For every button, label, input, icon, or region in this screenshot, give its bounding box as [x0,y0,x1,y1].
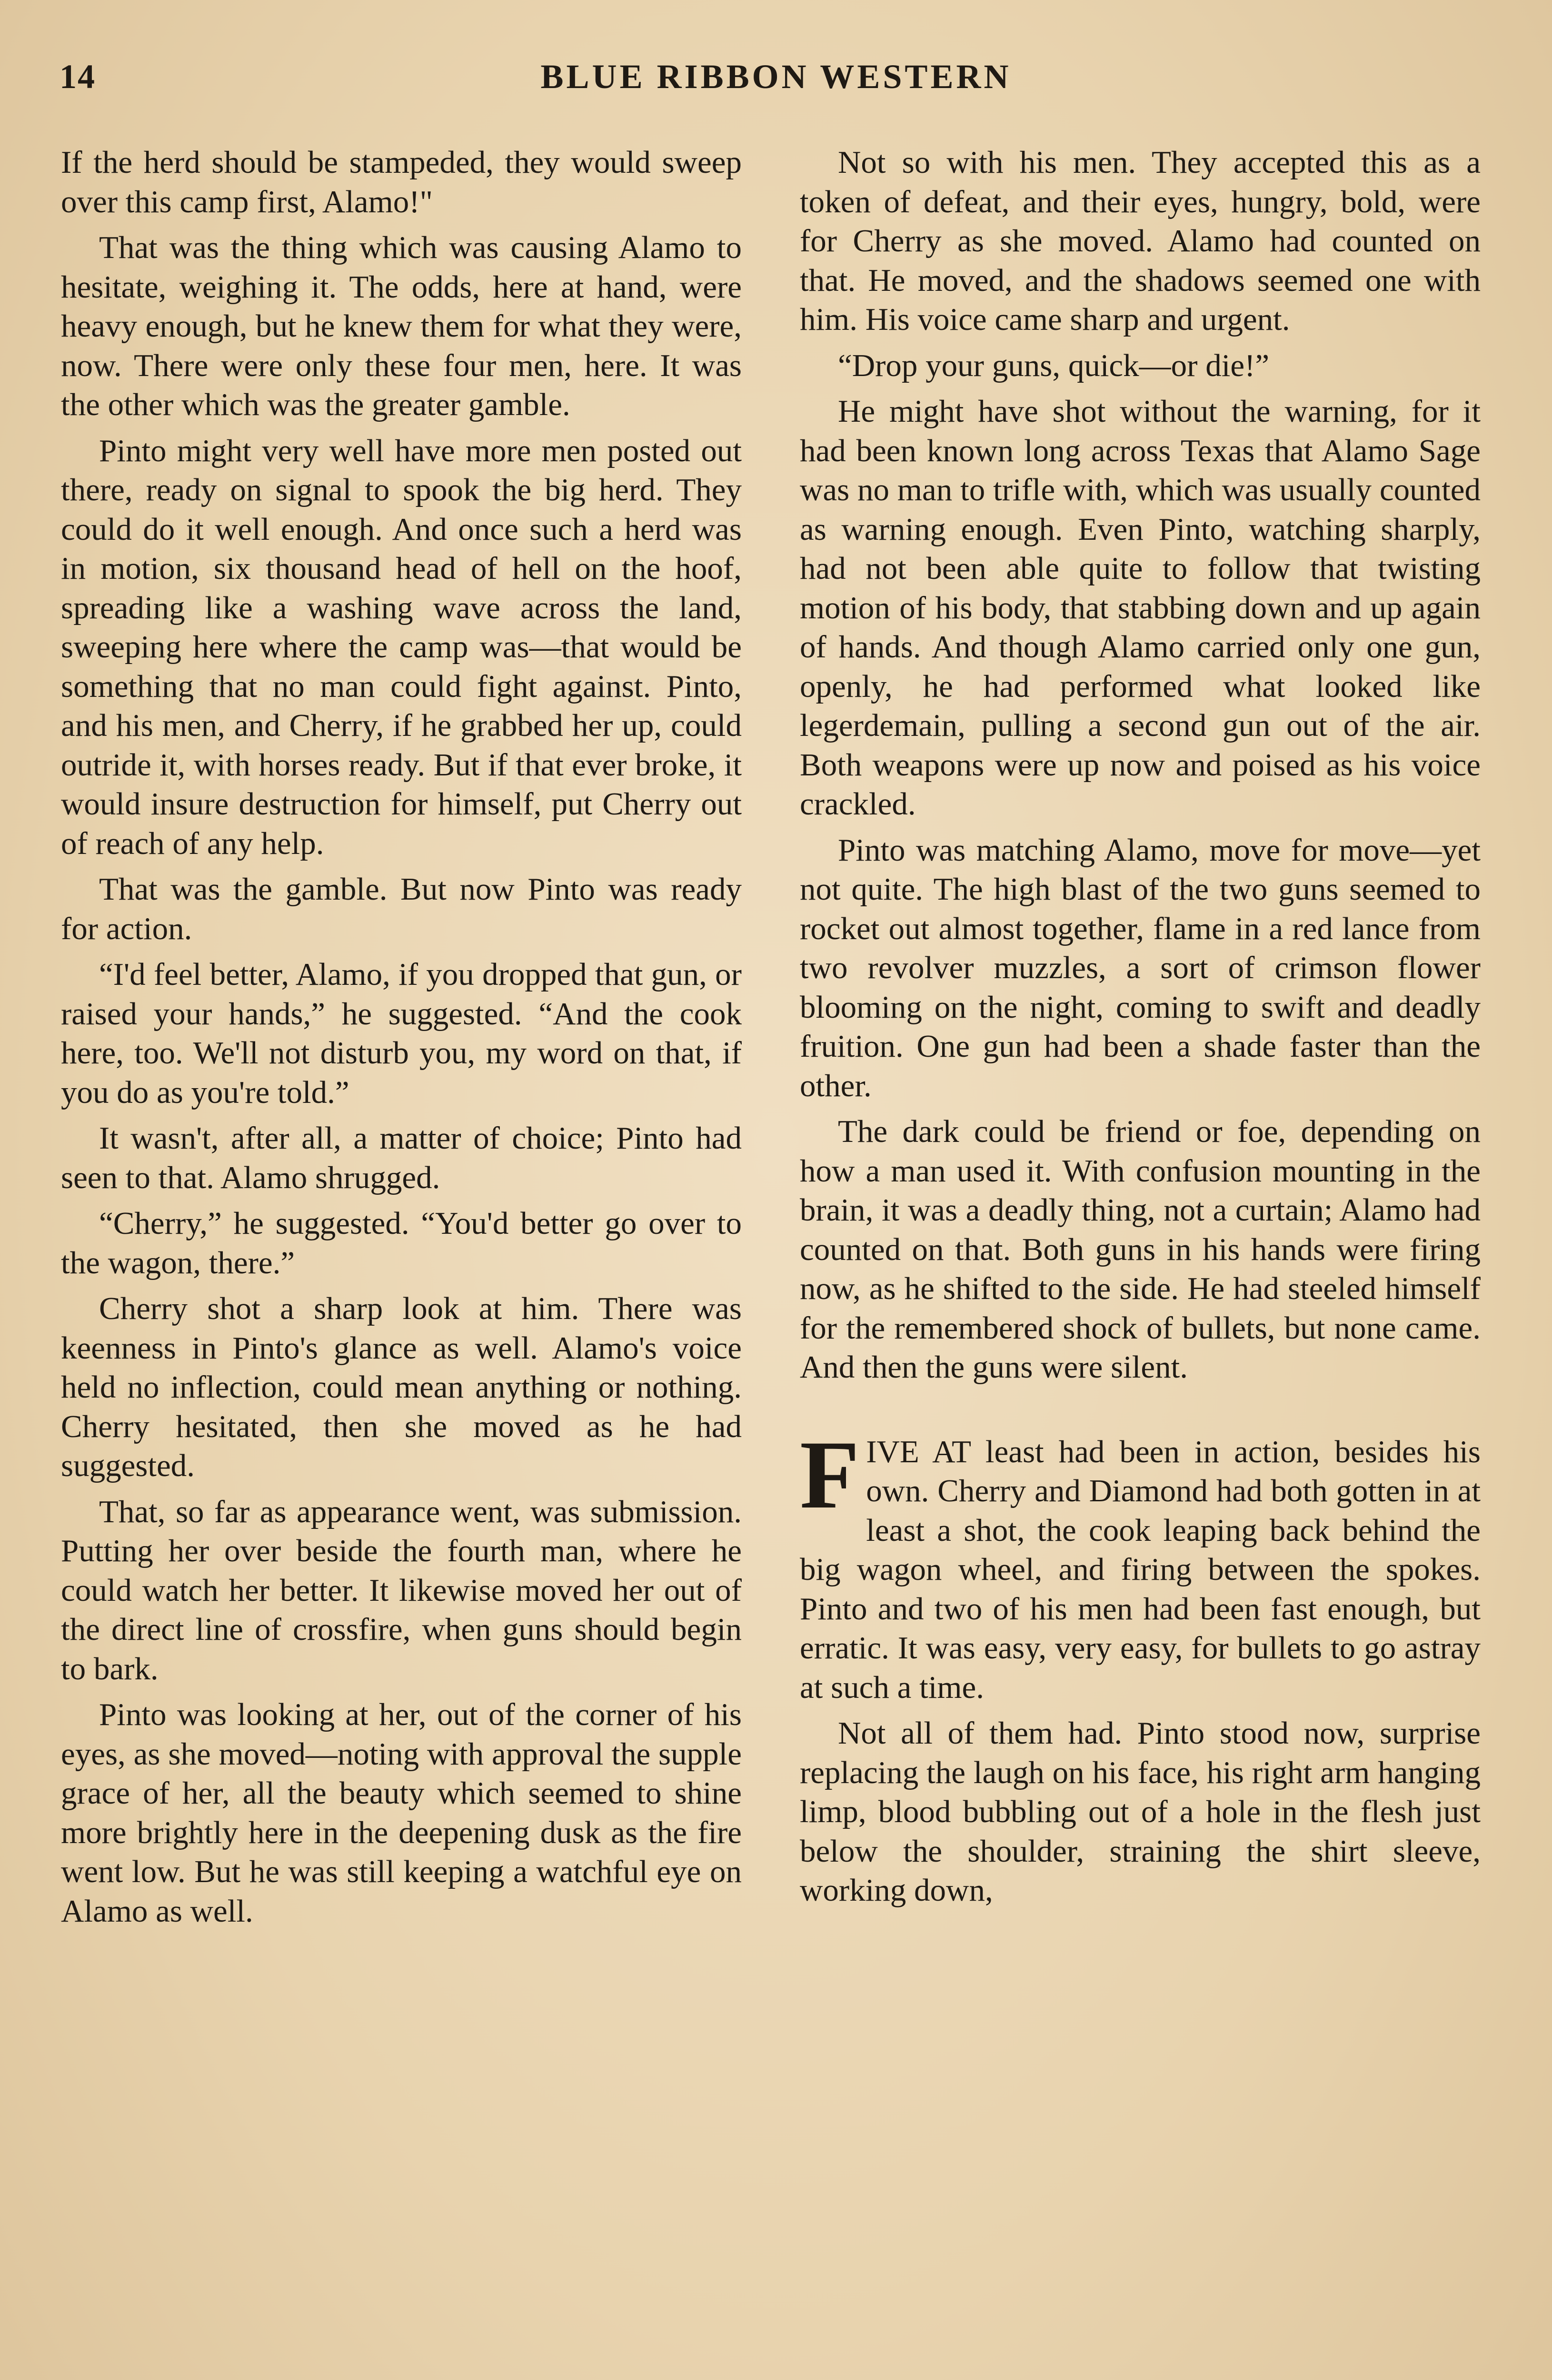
paragraph: The dark could be friend or foe, depending on how a man used it. With confusion mounting in the brain, it was a deadly thing, not a curtain; Alamo had counted on that. Both guns in his hands were firing now, as he shifted to the side. He had steeled himself for the remembered shock of bullets, but none came. And then the guns were silent. [800,1114,1481,1385]
paragraph: He might have shot without the warning, for it had been known long across Texas that Alamo Sage was no man to trifle with, which was usually counted as warning enough. Even Pinto, watching sharply, had not been able quite to follow that twisting motion of his body, that stabbing down and up again of hands. And though Alamo carried only one gun, openly, he had performed what looked like legerdemain, pulling a second gun out of the air. Both weapons were up now and poised as his voice crackled. [800,394,1481,822]
paragraph: IVE AT least had been in action, besides his own. Cherry and Diamond had both gotten in at least a shot, the cook leaping back behind the big wagon wheel, and firing between the spokes. Pinto and two of his men had been fast enough, but erratic. It was easy, very easy, for bullets to go astray at such a time. [800,1434,1481,1705]
page-header [60,57,1492,109]
paragraph: Pinto was matching Alamo, move for move—yet not quite. The high blast of the two guns seemed to rocket out almost together, flame in a red lance from two revolver muzzles, a sort of crimson flower blooming on the night, coming to swift and deadly fruition. One gun had been a shade faster than the other. [800,832,1481,1103]
paragraph: It wasn't, after all, a matter of choice; Pinto had seen to that. Alamo shrugged. [61,1121,742,1195]
paragraph: “Cherry,” he suggested. “You'd better go over to the wagon, there.” [61,1206,742,1280]
paragraph: If the herd should be stampeded, they would sweep over this camp first, Alamo!" [61,145,742,219]
paragraph: That, so far as appearance went, was submission. Putting her over beside the fourth man, where he could watch her better. It likewise moved her out of the direct line of crossfire, when guns should begin to bark. [61,1494,742,1686]
paragraph: Cherry shot a sharp look at him. There was keenness in Pinto's glance as well. Alamo's voice held no inflection, could mean anything or nothing. Cherry hesitated, then she moved as he had suggested. [61,1291,742,1483]
page-number: 14 [60,58,96,96]
paragraph: Not so with his men. They accepted this as a token of defeat, and their eyes, hungry, bold, were for Cherry as she moved. Alamo had counted on that. He moved, and the shadows seemed one with him. His voice came sharp and urgent. [800,145,1481,337]
left-column [61,143,742,1937]
paragraph: Pinto was looking at her, out of the corner of his eyes, as she moved—noting with approval the supple grace of her, all the beauty which seemed to shine more brightly here in the deepening dusk as the fire went low. But he was still keeping a watchful eye on Alamo as well. [61,1697,742,1929]
section-break [800,1420,1481,1910]
paragraph: Not all of them had. Pinto stood now, surprise replacing the laugh on his face, his right arm hanging limp, blood bubbling out of a hole in the flesh just below the shoulder, straining the shirt sleeve, working down, [800,1716,1481,1908]
drop-cap: F [800,1420,860,1529]
paragraph: That was the thing which was causing Alamo to hesitate, weighing it. The odds, here at hand, were heavy enough, but he knew them for what they were, now. There were only these four men, here. It was the other which was the greater gamble. [61,230,742,422]
right-column [800,143,1481,1917]
paragraph: “Drop your guns, quick—or die!” [838,347,1270,383]
paragraph: “I'd feel better, Alamo, if you dropped that gun, or raised your hands,” he suggested. “And the cook here, too. We'll not disturb you, my word on that, if you do as you're told.” [61,957,742,1110]
running-title: BLUE RIBBON WESTERN [540,58,1012,96]
paragraph: That was the gamble. But now Pinto was ready for action. [61,872,742,946]
paragraph: Pinto might very well have more men posted out there, ready on signal to spook the big herd. They could do it well enough. And once such a herd was in motion, six thousand head of hell on the hoof, spreading like a washing wave across the land, sweeping here where the camp was—that would be something that no man could fight against. Pinto, and his men, and Cherry, if he grabbed her up, could outride it, with horses ready. But if that ever broke, it would insure destruction for himself, put Cherry out of reach of any help. [61,433,742,861]
